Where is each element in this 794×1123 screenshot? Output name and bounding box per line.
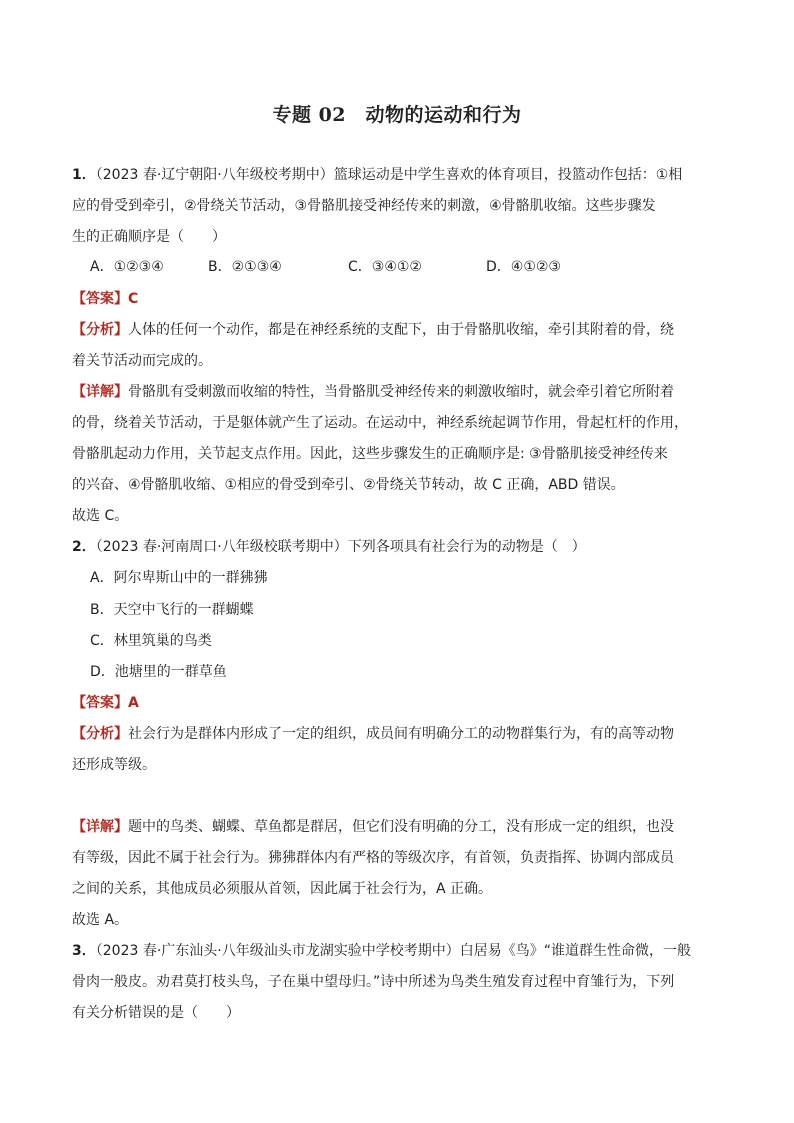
q2-detail-label: 【详解】 bbox=[72, 819, 128, 835]
q2-analysis-line1 bbox=[72, 724, 732, 744]
q1-stem-text: 篮球运动是中学生喜欢的体育项目，投篮动作包括：①相 bbox=[333, 167, 683, 183]
q1-analysis-label: 【分析】 bbox=[72, 322, 128, 338]
q1-analysis-line2: 着关节活动而完成的。 bbox=[72, 353, 212, 369]
q2-number: 2． bbox=[72, 539, 96, 555]
q3-source: （2023 春·广东汕头·八年级汕头市龙湖实验中学校考期中） bbox=[95, 943, 460, 959]
q2-answer-label: 【答案】 bbox=[72, 695, 128, 711]
q1-stem-line2: 应的骨受到牵引，②骨绕关节活动，③骨骼肌接受神经传来的刺激，④骨骼肌收缩。这些步骤发 bbox=[72, 198, 656, 214]
q1-answer-label: 【答案】 bbox=[72, 291, 128, 307]
q1-analysis-line1 bbox=[72, 320, 732, 340]
q1-stem-line1 bbox=[72, 165, 732, 185]
q1-number: 1． bbox=[72, 167, 96, 183]
q1-detail-line2: 的骨，绕着关节活动，于是躯体就产生了运动。在运动中，神经系统起调节作用，骨起杠杆的作用， bbox=[72, 415, 688, 431]
q2-stem-line bbox=[72, 537, 732, 557]
q2-answer-value: A bbox=[128, 695, 139, 711]
q1-option-c[interactable]: C．③④①② bbox=[348, 259, 422, 275]
q2-analysis-label: 【分析】 bbox=[72, 726, 128, 742]
q1-source: （2023 春·辽宁朝阳·八年级校考期中） bbox=[95, 167, 334, 183]
q2-conclusion: 故选 A。 bbox=[72, 912, 129, 928]
q2-detail-text1: 题中的鸟类、蝴蝶、草鱼都是群居，但它们没有明确的分工，没有形成一定的组织，也没 bbox=[128, 819, 674, 835]
q1-option-a[interactable]: A．①②③④ bbox=[90, 259, 164, 275]
q1-conclusion: 故选 C。 bbox=[72, 508, 129, 524]
q2-stem-text: 下列各项具有社会行为的动物是（ ） bbox=[347, 539, 586, 555]
q1-option-d[interactable]: D．④①②③ bbox=[486, 259, 561, 275]
q3-stem-text: 白居易《鸟》“谁道群生性命微，一般 bbox=[459, 943, 691, 959]
q2-detail-line1 bbox=[72, 817, 732, 837]
q1-detail-line3: 骨骼肌起动力作用，关节起支点作用。因此，这些步骤发生的正确顺序是: ③骨骼肌接受神经传来 bbox=[72, 446, 668, 462]
q1-detail-line1 bbox=[72, 382, 732, 402]
q1-stem-line3: 生的正确顺序是（ ） bbox=[72, 229, 226, 245]
q3-stem-line2: 骨肉一般皮。劝君莫打枝头鸟，子在巢中望母归。”诗中所述为鸟类生殖发育过程中育雏行为，下列 bbox=[72, 974, 675, 990]
q2-option-a[interactable]: A．阿尔卑斯山中的一群狒狒 bbox=[90, 570, 268, 586]
q2-option-c[interactable]: C．林里筑巢的鸟类 bbox=[90, 633, 212, 649]
q1-options bbox=[90, 257, 750, 277]
q2-option-d[interactable]: D．池塘里的一群草鱼 bbox=[90, 664, 227, 680]
q1-detail-line4: 的兴奋、④骨骼肌收缩、①相应的骨受到牵引、②骨绕关节转动，故 C 正确，ABD 错误。 bbox=[72, 477, 625, 493]
q3-number: 3． bbox=[72, 943, 96, 959]
q2-option-b[interactable]: B．天空中飞行的一群蝴蝶 bbox=[90, 602, 254, 618]
q2-answer-line bbox=[72, 693, 732, 713]
q1-option-b[interactable]: B．②①③④ bbox=[208, 259, 282, 275]
q2-detail-line2: 有等级，因此不属于社会行为。狒狒群体内有严格的等级次序，有首领，负责指挥、协调内部成员 bbox=[72, 850, 674, 866]
q1-detail-text1: 骨骼肌有受刺激而收缩的特性，当骨骼肌受神经传来的刺激收缩时，就会牵引着它所附着 bbox=[128, 384, 674, 400]
q3-stem-line1 bbox=[72, 941, 732, 961]
q1-answer-value: C bbox=[128, 291, 139, 307]
q2-analysis-line2: 还形成等级。 bbox=[72, 757, 156, 773]
q2-analysis-text1: 社会行为是群体内形成了一定的组织，成员间有明确分工的动物群集行为，有的高等动物 bbox=[128, 726, 674, 742]
q2-detail-line3: 之间的关系，其他成员必须服从首领，因此属于社会行为，A 正确。 bbox=[72, 881, 493, 897]
q3-stem-line3: 有关分析错误的是（ ） bbox=[72, 1005, 240, 1021]
q2-source: （2023 春·河南周口·八年级校联考期中） bbox=[95, 539, 348, 555]
q1-detail-label: 【详解】 bbox=[72, 384, 128, 400]
q1-answer-line bbox=[72, 289, 732, 309]
q1-analysis-text1: 人体的任何一个动作，都是在神经系统的支配下，由于骨骼肌收缩，牵引其附着的骨，绕 bbox=[128, 322, 674, 338]
page-title: 专题 02 动物的运动和行为 bbox=[272, 104, 522, 126]
